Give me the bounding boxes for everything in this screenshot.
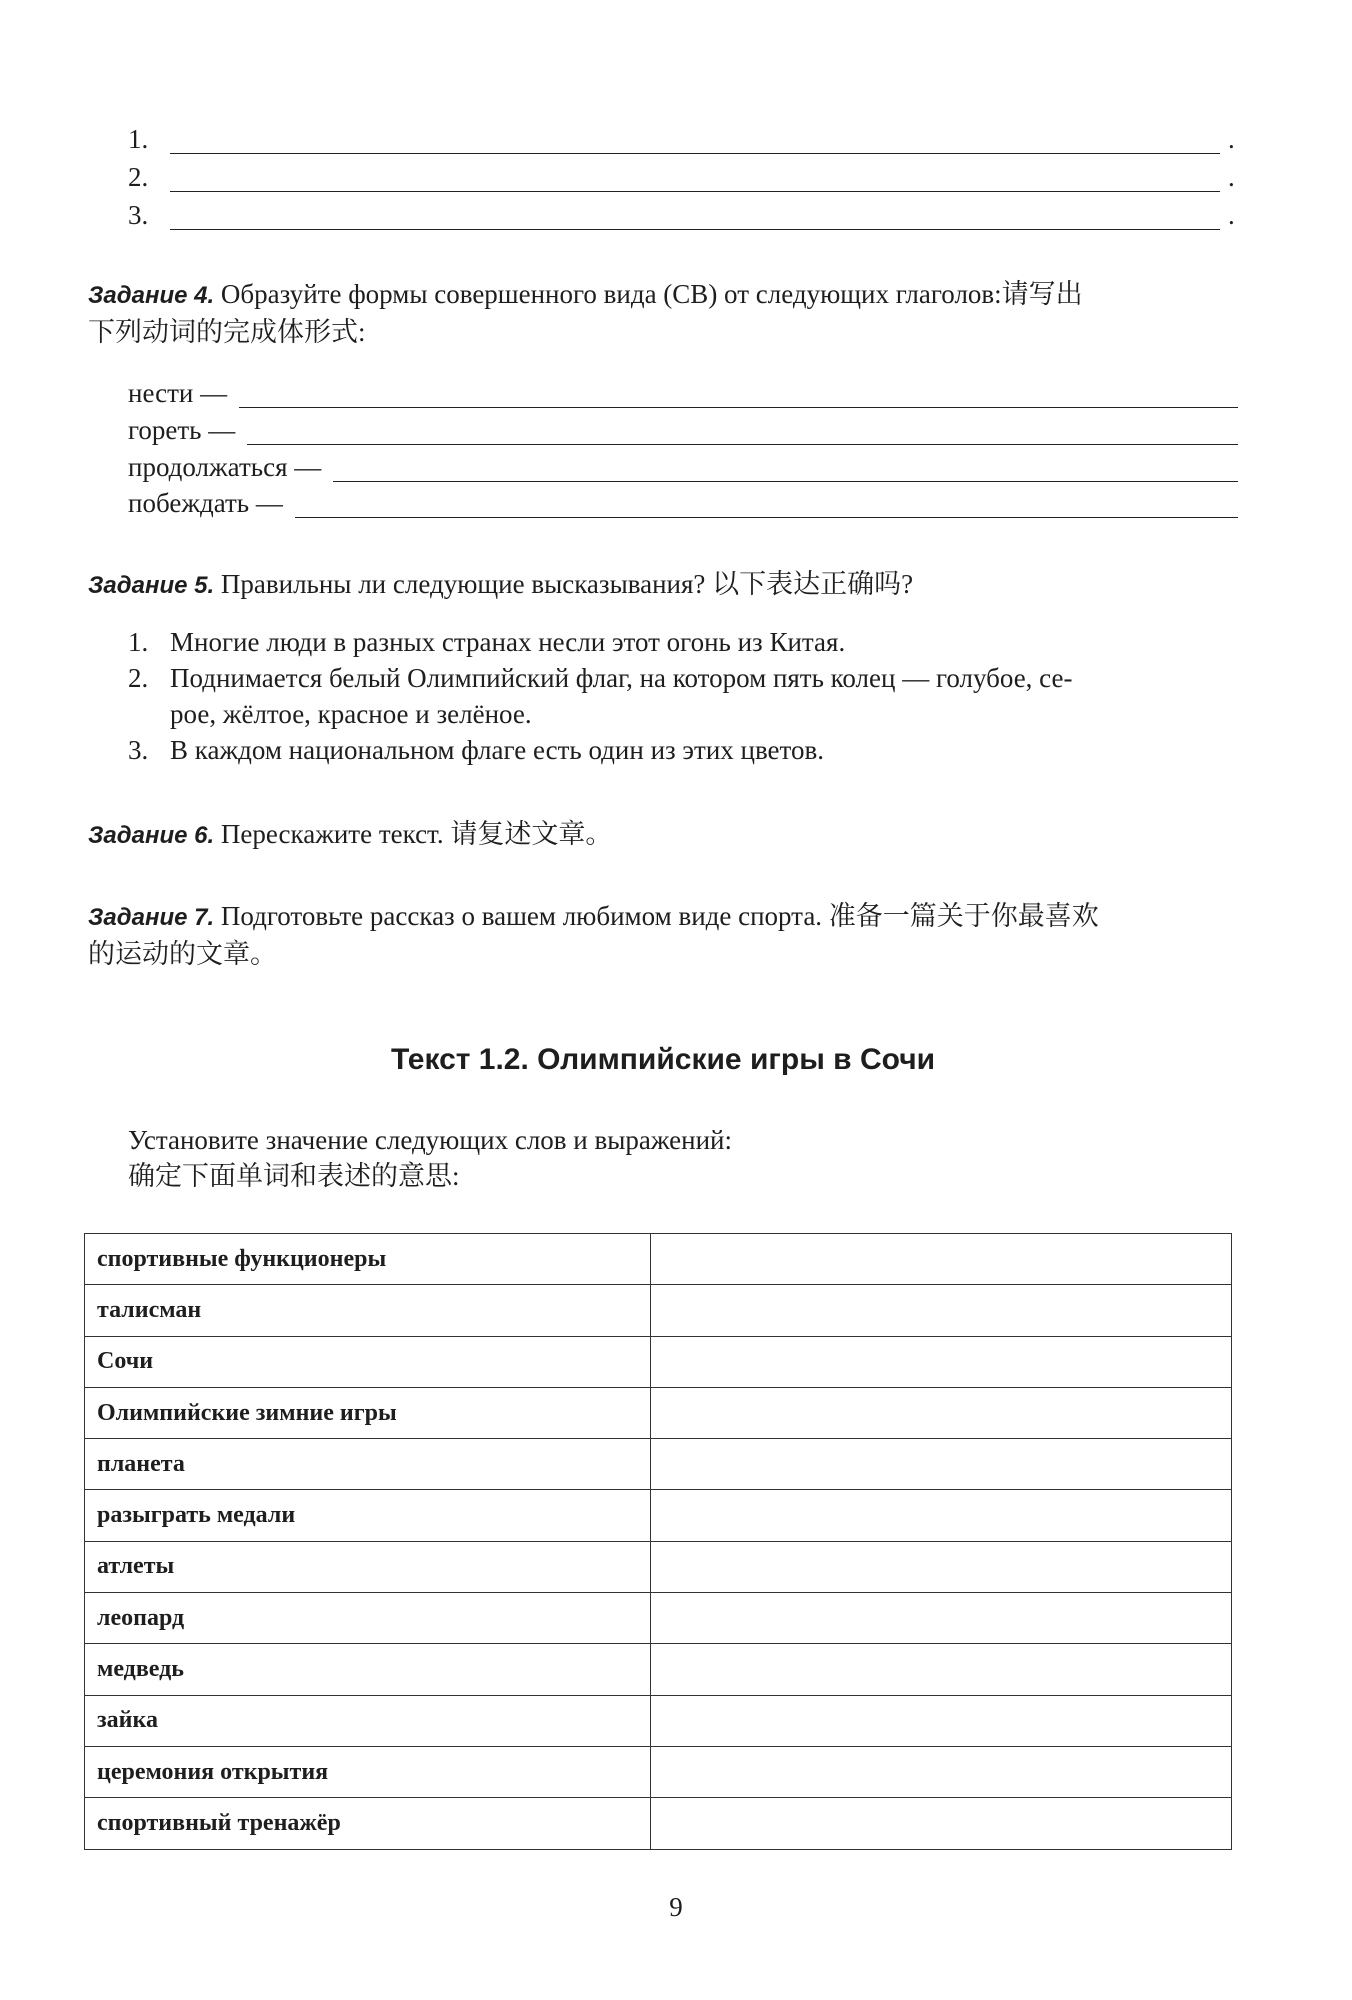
task6-label: Задание 6.	[88, 822, 215, 849]
table-row	[85, 1644, 1232, 1695]
vocab-term: Сочи	[85, 1336, 651, 1387]
vocab-term: леопард	[85, 1593, 651, 1644]
instruction-ru: Установите значение следующих слов и выражений:	[128, 1125, 733, 1155]
table-row	[85, 1336, 1232, 1387]
task6-text: Перескажите текст. 请复述文章。	[220, 819, 613, 849]
list-item	[128, 660, 1238, 732]
vocab-term: Олимпийские зимние игры	[85, 1387, 651, 1438]
task5-heading	[88, 566, 1238, 604]
list-item-text-continued: рое, жёлтое, красное и зелёное.	[170, 699, 532, 729]
vocab-meaning-cell[interactable]	[650, 1285, 1231, 1336]
task4-block	[88, 276, 1238, 350]
vocab-meaning-cell[interactable]	[650, 1541, 1231, 1592]
verb-line-1[interactable]	[128, 372, 1238, 408]
table-row	[85, 1490, 1232, 1541]
vocab-term: планета	[85, 1439, 651, 1490]
list-item-text: Многие люди в разных странах несли этот огонь из Китая.	[170, 627, 846, 657]
vocab-term: атлеты	[85, 1541, 651, 1592]
vocab-term: талисман	[85, 1285, 651, 1336]
instruction	[128, 1122, 1238, 1194]
task5-label: Задание 5.	[88, 572, 215, 599]
answer-line-dot: .	[1228, 124, 1235, 154]
verb-line-3[interactable]	[128, 446, 1238, 482]
task7-text-line2: 的运动的文章。	[88, 939, 277, 969]
answer-line-3[interactable]	[128, 192, 1238, 230]
answer-rule	[170, 167, 1220, 192]
task7-label: Задание 7.	[88, 904, 215, 931]
answer-rule	[170, 129, 1220, 154]
vocab-term: спортивный тренажёр	[85, 1798, 651, 1849]
answer-line-2[interactable]	[128, 154, 1238, 192]
table-row	[85, 1695, 1232, 1746]
vocab-meaning-cell[interactable]	[650, 1695, 1231, 1746]
verb-line-2[interactable]	[128, 409, 1238, 445]
vocab-meaning-cell[interactable]	[650, 1746, 1231, 1797]
list-item	[128, 732, 1238, 768]
table-row	[85, 1798, 1232, 1849]
verb-label: гореть —	[128, 415, 236, 445]
vocab-term: церемония открытия	[85, 1746, 651, 1797]
answer-line-number: 2.	[128, 162, 149, 192]
instruction-zh: 确定下面单词和表述的意思:	[128, 1161, 460, 1191]
verb-answer-rule	[239, 383, 1238, 408]
table-row	[85, 1234, 1232, 1285]
vocab-term: зайка	[85, 1695, 651, 1746]
answer-line-number: 3.	[128, 200, 149, 230]
answer-line-number: 1.	[128, 124, 149, 154]
list-item-number: 1.	[128, 627, 149, 657]
task5-text: Правильны ли следующие высказывания? 以下表达正确吗?	[220, 569, 914, 599]
answer-line-dot: .	[1228, 200, 1235, 230]
page-number: 9	[669, 1892, 683, 1922]
answer-line-1[interactable]	[128, 116, 1238, 154]
table-row	[85, 1541, 1232, 1592]
vocab-table	[84, 1233, 1232, 1850]
answer-rule	[170, 205, 1220, 230]
list-item-text: Поднимается белый Олимпийский флаг, на котором пять колец — голубое, се-	[170, 663, 1073, 693]
vocab-term: разыграть медали	[85, 1490, 651, 1541]
vocab-meaning-cell[interactable]	[650, 1644, 1231, 1695]
task4-line1	[88, 276, 1238, 314]
list-item-text: В каждом национальном флаге есть один из этих цветов.	[170, 735, 824, 765]
verb-answer-rule	[295, 493, 1238, 518]
table-row	[85, 1439, 1232, 1490]
task5-list	[128, 624, 1238, 768]
table-row	[85, 1387, 1232, 1438]
verb-label: нести —	[128, 378, 228, 408]
task7-text-line1: Подготовьте рассказ о вашем любимом виде спорта. 准备一篇关于你最喜欢	[220, 901, 1099, 931]
verb-answer-rule	[247, 420, 1238, 445]
vocab-meaning-cell[interactable]	[650, 1490, 1231, 1541]
task6-block	[88, 816, 1238, 854]
vocab-meaning-cell[interactable]	[650, 1593, 1231, 1644]
table-row	[85, 1746, 1232, 1797]
verb-line-4[interactable]	[128, 482, 1238, 518]
table-row	[85, 1285, 1232, 1336]
list-item-number: 2.	[128, 663, 149, 693]
task7-block	[88, 898, 1238, 972]
verb-label: побеждать —	[128, 488, 283, 518]
list-item	[128, 624, 1238, 660]
task4-text-line2: 下列动词的完成体形式:	[88, 317, 366, 347]
page-title: Текст 1.2. Олимпийские игры в Сочи	[390, 1043, 936, 1076]
vocab-term: спортивные функционеры	[85, 1234, 651, 1285]
list-item-number: 3.	[128, 735, 149, 765]
task4-label: Задание 4.	[88, 282, 215, 309]
vocab-meaning-cell[interactable]	[650, 1387, 1231, 1438]
verb-answer-rule	[333, 457, 1238, 482]
verb-label: продолжаться —	[128, 452, 322, 482]
vocab-meaning-cell[interactable]	[650, 1798, 1231, 1849]
table-row	[85, 1593, 1232, 1644]
vocab-meaning-cell[interactable]	[650, 1234, 1231, 1285]
answer-line-dot: .	[1228, 162, 1235, 192]
vocab-meaning-cell[interactable]	[650, 1336, 1231, 1387]
task4-text-line1: Образуйте формы совершенного вида (СВ) от следующих глаголов:请写出	[220, 279, 1083, 309]
vocab-meaning-cell[interactable]	[650, 1439, 1231, 1490]
task7-line1	[88, 898, 1238, 936]
vocab-term: медведь	[85, 1644, 651, 1695]
